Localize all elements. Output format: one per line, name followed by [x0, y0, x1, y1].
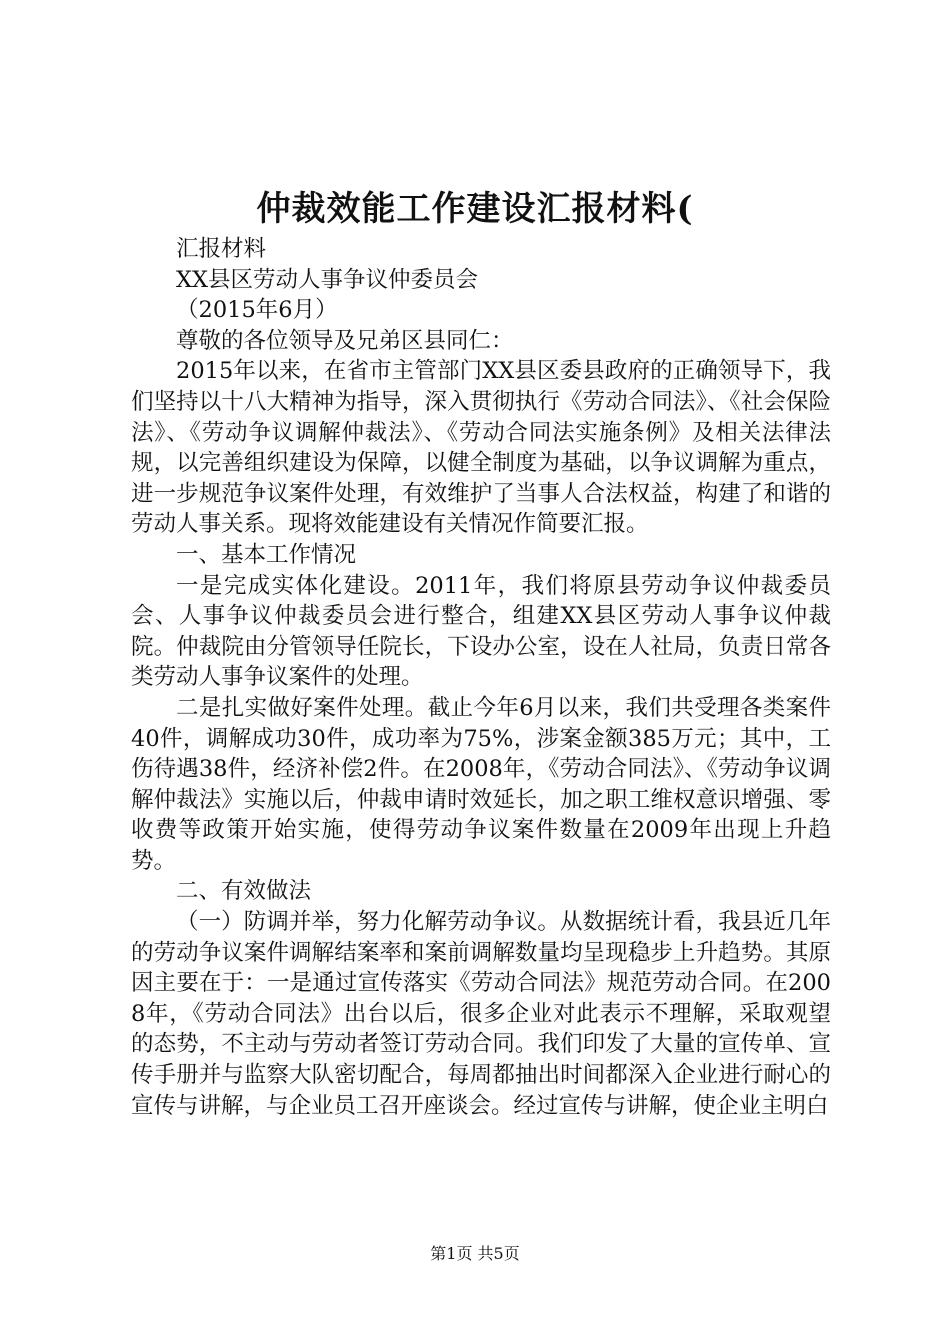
salutation: 尊敬的各位领导及兄弟区县同仁： [176, 327, 514, 354]
paragraph-case-handling: 二是扎实做好案件处理。截止今年6月以来，我们共受理各类案件40件，调解成功30件，成功率为75%，涉案金额385万元；其中，工伤待遇38件，经济补偿2件。在2008年，《劳动合同法》、《劳动争议调解仲裁法》实施以后，仲裁申请时效延长，加之职工维权意识增强、零收费等政策开始实施，使得劳动争议案件数量在2009年出现上升趋势。 [131, 694, 831, 874]
document-body [131, 234, 831, 1121]
organization-line: XX县区劳动人事争议仲委员会 [176, 266, 479, 293]
document-title: 仲裁效能工作建设汇报材料( [256, 189, 694, 229]
paragraph-entity-construction: 一是完成实体化建设。2011年，我们将原县劳动争议仲裁委员会、人事争议仲裁委员会进行整合，组建XX县区劳动人事争议仲裁院。仲裁院由分管领导任院长，下设办公室，设在人社局，负责日常各类劳动人事争议案件的处理。 [131, 572, 831, 691]
heading-line: 汇报材料 [176, 236, 267, 262]
paragraph-intro: 2015年以来，在省市主管部门XX县区委县政府的正确领导下，我们坚持以十八大精神为指导，深入贯彻执行《劳动合同法》、《社会保险法》、《劳动争议调解仲裁法》、《劳动合同法实施条例》及相关法律法规，以完善组织建设为保障，以健全制度为基础，以争议调解为重点，进一步规范争议案件处理，有效维护了当事人合法权益，构建了和谐的劳动人事关系。现将效能建设有关情况作简要汇报。 [131, 358, 831, 538]
section-heading-effective-methods: 二、有效做法 [176, 878, 312, 905]
date-line: （2015年6月） [176, 297, 338, 324]
section-heading-basic-work: 一、基本工作情况 [176, 541, 357, 568]
page-footer: 第1页 共5页 [430, 1244, 520, 1263]
paragraph-prevention-mediation: （一）防调并举，努力化解劳动争议。从数据统计看，我县近几年的劳动争议案件调解结案率和案前调解数量均呈现稳步上升趋势。其原因主要在于：一是通过宣传落实《劳动合同法》规范劳动合同。在2008年，《劳动合同法》出台以后，很多企业对此表示不理解，采取观望的态势，不主动与劳动者签订劳动合同。我们印发了大量的宣传单、宣传手册并与监察大队密切配合，每周都抽出时间都深入企业进行耐心的宣传与讲解，与企业员工召开座谈会。经过宣传与讲解，使企业主明白 [131, 909, 831, 1119]
